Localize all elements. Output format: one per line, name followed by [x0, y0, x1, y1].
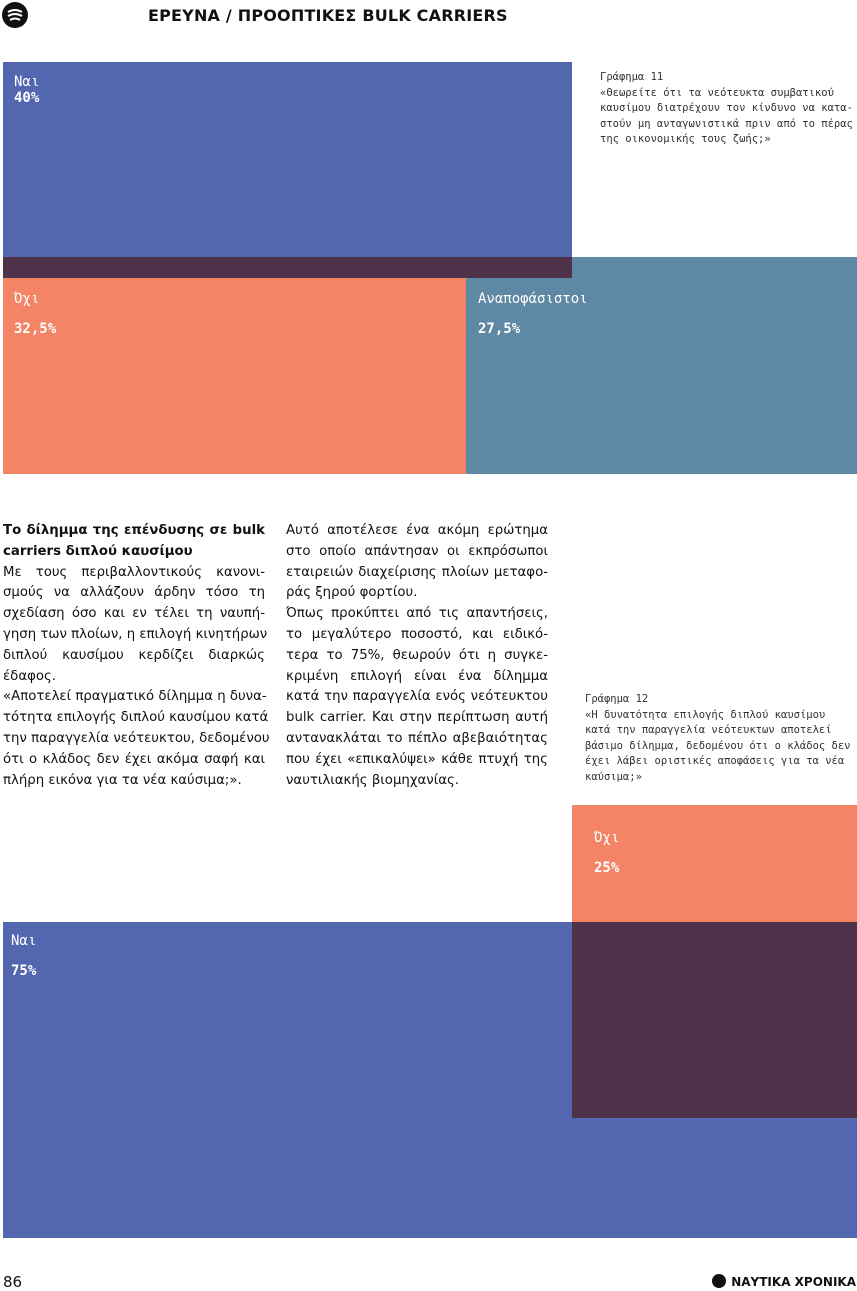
article-column-2 — [286, 521, 548, 791]
article-text-line: Όπως προκύπτει από τις απαντήσεις, — [286, 606, 548, 622]
article-text-line: κατά την παραγγελία ενός νεότευκτου — [286, 689, 548, 705]
chart-12-yes-label: Ναι — [11, 933, 37, 949]
article-text-line: διπλού καυσίμου κερδίζει διαρκώς — [3, 647, 265, 663]
chart-12-no-value: 25% — [594, 860, 620, 876]
article-text-line: ναυτιλιακής βιομηχανίας. — [286, 772, 459, 788]
chart-11-yes-block — [3, 62, 572, 278]
article-text-line: εταιρειών διαχείρισης πλοίων μεταφο- — [286, 564, 548, 580]
chart-12-no-label: Όχι — [594, 830, 620, 846]
article-column-1 — [3, 521, 270, 791]
chart-11-no-block — [3, 257, 466, 474]
article-heading: Το δίλημμα της επένδυσης σε bulk — [3, 523, 265, 538]
chart-11-undecided-block — [466, 257, 857, 474]
article-text-line: Με τους περιβαλλοντικούς κανονι- — [3, 564, 265, 580]
chart-12-overlap-block — [572, 922, 857, 1118]
magazine-logo-icon — [2, 2, 28, 28]
chart-12-caption: Γράφημα 12 «Η δυνατότητα επιλογής διπλού καυσίμου κατά την παραγγελία νεότευκτων αποτελεί βάσιμο δίλημμα, δεδομένου ότι ο κλάδος δεν έχει λάβει οριστικές αποφάσεις για τα νέα καύσιμα;» — [585, 692, 855, 786]
article-text-line: γηση των πλοίων, η επιλογή κινητήρων — [3, 626, 268, 642]
chart-12-caption-title: Γράφημα 12 — [585, 693, 649, 705]
footer-brand — [712, 1274, 856, 1289]
brand-logo-icon — [712, 1274, 726, 1288]
article-text-line: που έχει «επικαλύψει» κάθε πτυχή της — [286, 751, 548, 767]
article-text-line: αντανακλάται το πέπλο αβεβαιότητας — [286, 730, 548, 746]
article-text-line: «Αποτελεί πραγματικό δίλημμα η δυνα- — [3, 689, 267, 705]
chart-11-undecided-value: 27,5% — [478, 321, 521, 337]
article-text-line: στο οποίο απάντησαν οι εκπρόσωποι — [286, 543, 548, 559]
article-heading: carriers διπλού καυσίμου — [3, 543, 193, 559]
section-title: ΕΡΕΥΝΑ / ΠΡΟΟΠΤΙΚΕΣ BULK CARRIERS — [148, 6, 508, 25]
chart-11-caption: Γράφημα 11 «Θεωρείτε ότι τα νεότευκτα συμβατικού καυσίμου διατρέχουν τον κίνδυνο να κατα- στούν μη ανταγωνιστικά πριν από το πέρας της οικονομικής τους ζωής;» — [600, 71, 853, 146]
chart-11-no-label: Όχι — [14, 291, 40, 307]
chart-11-yes-value: 40% — [14, 90, 40, 106]
article-text-line: ράς ξηρού φορτίου. — [286, 585, 418, 601]
article-text-line: Αυτό αποτέλεσε ένα ακόμη ερώτημα — [286, 523, 548, 538]
article-text-line: έδαφος. — [3, 668, 57, 684]
footer-brand-name: ΝΑΥΤΙΚΑ ΧΡΟΝΙΚΑ — [731, 1275, 856, 1289]
chart-11-overlap-block — [466, 257, 572, 278]
chart-11-caption-title: Γράφημα 11 — [600, 71, 664, 83]
article-text-line: πλήρη εικόνα για τα νέα καύσιμα;». — [3, 772, 242, 788]
article-text-line: bulk carrier. Και στην περίπτωση αυτή — [286, 710, 548, 726]
chart-11-undecided-label: Αναποφάσιστοι — [478, 291, 588, 307]
article-text-line: σμούς να αλλάζουν άρδην τόσο τη — [3, 585, 265, 601]
article-text-line: το μεγαλύτερο ποσοστό, και ειδικό- — [286, 626, 548, 642]
chart-11-yes-label: Ναι 40% — [14, 74, 40, 106]
chart-11-overlap-block — [3, 257, 466, 278]
chart-11-no-value: 32,5% — [14, 321, 57, 337]
article-text-line: κριμένη επιλογή είναι ένα δίλημμα — [286, 668, 548, 684]
article-text-line: ότι ο κλάδος δεν έχει ακόμα σαφή και — [3, 751, 265, 767]
chart-12-yes-value: 75% — [11, 963, 37, 979]
article-text-line: σχεδίαση όσο και εν τέλει τη ναυπή- — [3, 606, 265, 622]
article-text-line: τερα το 75%, θεωρούν ότι η συγκε- — [286, 647, 548, 663]
article-text-line: την παραγγελία νεότευκτου, δεδομένου — [3, 730, 270, 746]
article-text-line: τότητα επιλογής διπλού καυσίμου κατά — [3, 710, 269, 726]
page-number: 86 — [3, 1273, 23, 1291]
